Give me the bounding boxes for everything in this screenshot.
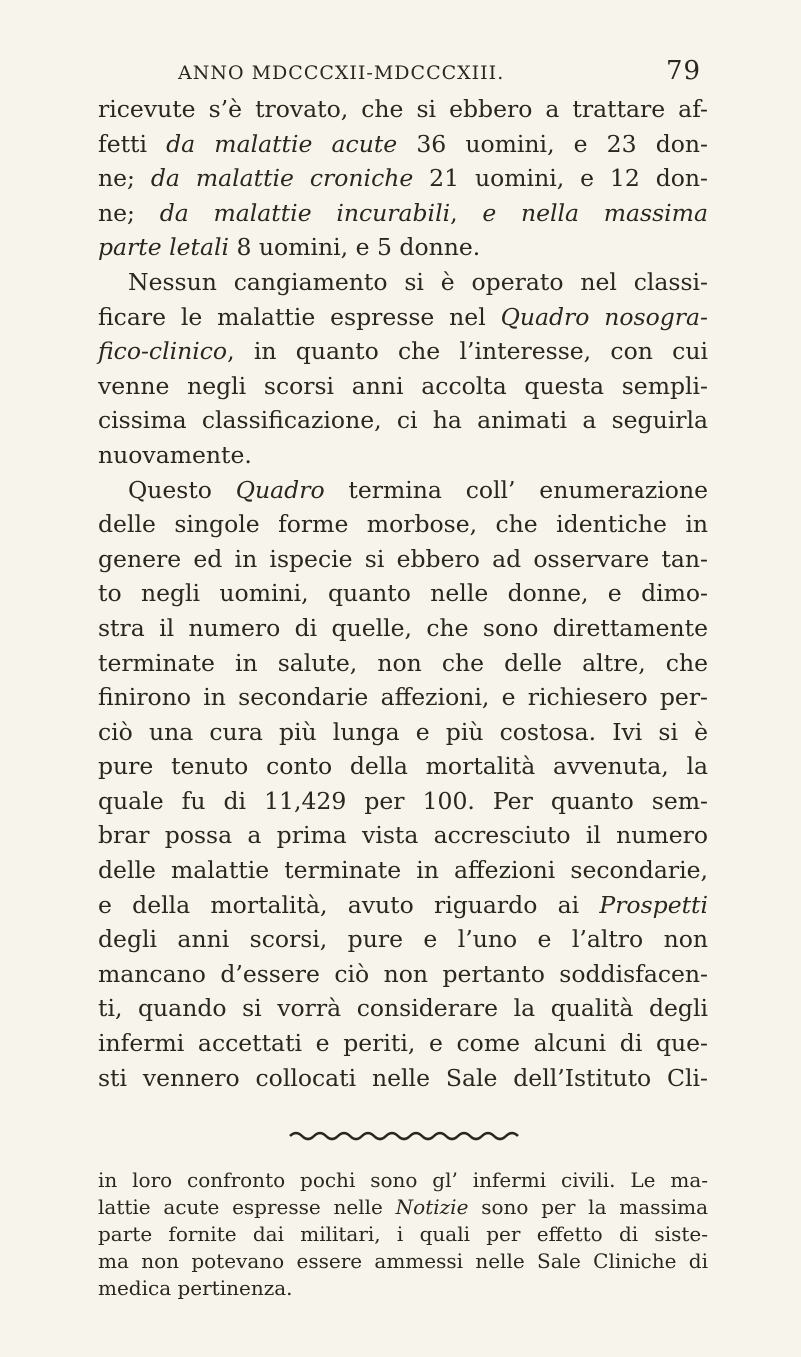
text-line: ne; da malattie croniche 21 uomini, e 12 don- <box>98 164 708 193</box>
text-line: to negli uomini, quanto nelle donne, e dimo- <box>98 579 708 608</box>
text-line: cissima classificazione, ci ha animati a seguirla <box>98 406 708 435</box>
footnote-line: ma non potevano essere ammessi nelle Sale Cliniche di <box>98 1249 708 1273</box>
text-line: ficare le malattie espresse nel Quadro nosogra- <box>98 302 708 331</box>
footnote-line: medica pertinenza. <box>98 1276 293 1300</box>
footnote-line: lattie acute espresse nelle Notizie sono per la massima <box>98 1195 708 1219</box>
footnote-line: in loro confronto pochi sono gl’ infermi civili. Le ma- <box>98 1168 708 1192</box>
text-line: nuovamente. <box>98 440 252 469</box>
text-line: delle malattie terminate in affezioni secondarie, <box>98 856 708 885</box>
text-line: parte letali 8 uomini, e 5 donne. <box>98 233 481 262</box>
text-line: ciò una cura più lunga e più costosa. Ivi si è <box>98 717 708 746</box>
text-line: fico-clinico, in quanto che l’interesse, con cui <box>98 337 708 366</box>
text-line: terminate in salute, non che delle altre, che <box>98 648 708 677</box>
text-line: Nessun cangiamento si è operato nel classi- <box>128 267 708 296</box>
text-line: fetti da malattie acute 36 uomini, e 23 don- <box>98 129 708 158</box>
text-line: e della mortalità, avuto riguardo ai Prospetti <box>98 890 708 919</box>
page-number: 79 <box>666 56 702 86</box>
main-text <box>98 92 708 1095</box>
text-line: brar possa a prima vista accresciuto il numero <box>98 821 708 850</box>
text-line: venne negli scorsi anni accolta questa sempli- <box>98 371 708 400</box>
footnote <box>98 1167 708 1302</box>
text-line: ricevute s’è trovato, che si ebbero a trattare af- <box>98 95 708 123</box>
text-line: finirono in secondarie affezioni, e richiesero per- <box>98 683 708 712</box>
text-line: ne; da malattie incurabili, e nella massima <box>98 198 708 227</box>
text-line: stra il numero di quelle, che sono direttamente <box>98 613 708 642</box>
text-line: pure tenuto conto della mortalità avvenuta, la <box>98 752 708 781</box>
text-line: delle singole forme morbose, che identiche in <box>98 510 708 539</box>
text-line: mancano d’essere ciò non pertanto soddisfacen- <box>98 959 708 988</box>
footnote-line: parte fornite dai militari, i quali per effetto di siste- <box>98 1222 708 1246</box>
running-title: ANNO MDCCCXII-MDCCCXIII. <box>178 62 505 84</box>
text-line: sti vennero collocati nelle Sale dell’Istituto Cli- <box>98 1063 708 1092</box>
text-line: quale fu di 11,429 per 100. Per quanto sem- <box>98 786 708 815</box>
text-line: ti, quando si vorrà considerare la qualità degli <box>98 994 708 1023</box>
text-line: infermi accettati e periti, e come alcuni di que- <box>98 1029 708 1058</box>
text-line: genere ed in ispecie si ebbero ad osservare tan- <box>98 544 708 573</box>
text-line: Questo Quadro termina coll’ enumerazione <box>128 475 708 504</box>
ornamental-divider <box>288 1130 520 1142</box>
text-line: degli anni scorsi, pure e l’uno e l’altro non <box>98 925 708 954</box>
